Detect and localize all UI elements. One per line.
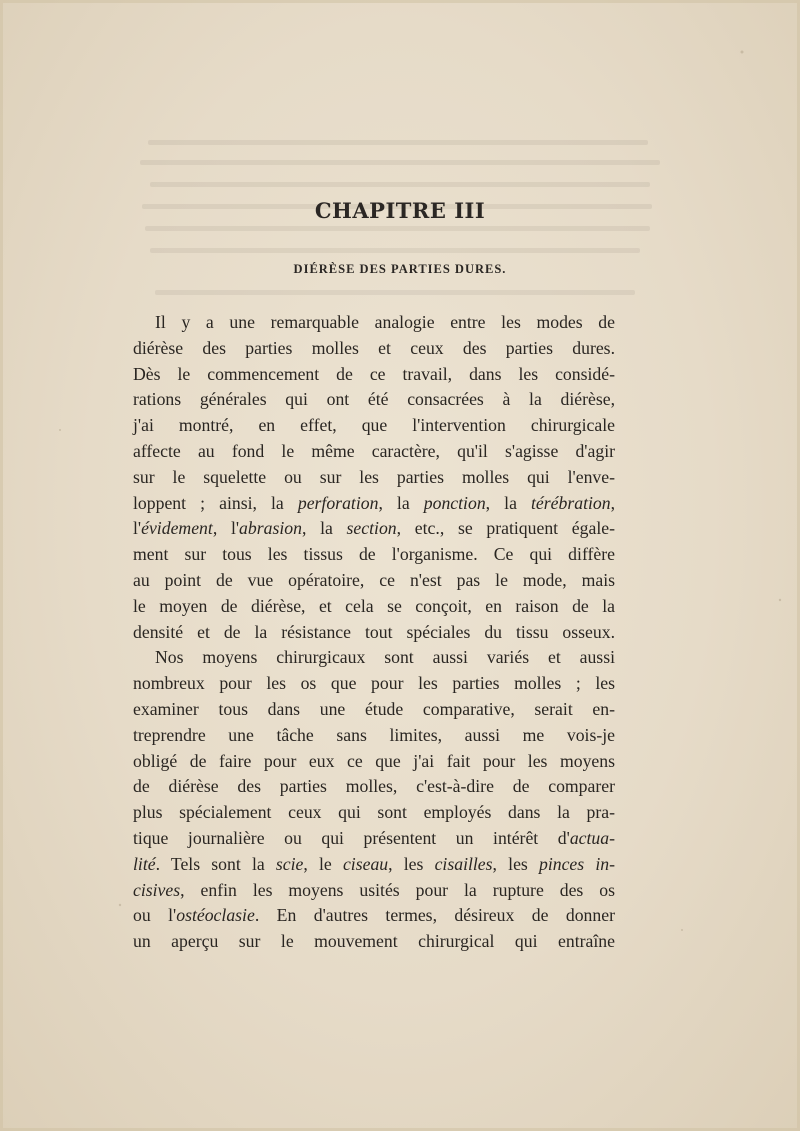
text-segment: affecte au fond le même caractère, qu'il s'agisse d'agir bbox=[133, 440, 615, 461]
text-segment: loppent ; ainsi, la bbox=[133, 492, 298, 513]
text-line bbox=[133, 594, 615, 620]
text-segment: sur le squelette ou sur les parties molles qui l'enve- bbox=[133, 466, 615, 487]
text-segment: , les bbox=[388, 853, 435, 874]
text-segment: , bbox=[610, 492, 616, 513]
italic-term: perforation bbox=[297, 492, 379, 513]
text-line bbox=[133, 749, 615, 775]
text-segment: , le bbox=[303, 853, 343, 874]
italic-term: actua- bbox=[569, 827, 615, 848]
text-line bbox=[133, 929, 615, 955]
text-segment: diérèse des parties molles et ceux des parties dures. bbox=[133, 337, 615, 358]
text-line bbox=[133, 800, 615, 826]
body-text bbox=[133, 310, 615, 955]
italic-term: abrasion bbox=[239, 518, 302, 539]
text-line bbox=[133, 723, 615, 749]
text-segment: , la bbox=[378, 492, 424, 513]
italic-term: ponction bbox=[423, 492, 486, 513]
text-line bbox=[133, 671, 615, 697]
text-segment: Dès le commencement de ce travail, dans les considé- bbox=[133, 363, 615, 384]
text-segment: . Tels sont la bbox=[155, 853, 276, 874]
italic-term: ciseau bbox=[342, 853, 389, 874]
italic-term: térébration bbox=[531, 492, 611, 513]
text-line bbox=[133, 645, 615, 671]
text-segment: densité et de la résistance tout spéciales du tissu osseux. bbox=[133, 621, 615, 642]
italic-term: cisailles bbox=[434, 853, 493, 874]
text-line bbox=[133, 542, 615, 568]
chapter-subtitle: DIÉRÈSE DES PARTIES DURES. bbox=[293, 262, 507, 276]
text-line bbox=[133, 413, 615, 439]
text-segment: . En d'autres termes, désireux de donner bbox=[254, 905, 615, 926]
text-line bbox=[133, 903, 615, 929]
text-line bbox=[133, 878, 615, 904]
text-segment: le moyen de diérèse, et cela se conçoit, en raison de la bbox=[133, 595, 615, 616]
text-line bbox=[133, 852, 615, 878]
text-line bbox=[133, 826, 615, 852]
text-segment: rations générales qui ont été consacrées à la diérèse, bbox=[133, 389, 615, 410]
italic-term: section bbox=[346, 518, 397, 539]
text-segment: ment sur tous les tissus de l'organisme. Ce qui diffère bbox=[133, 544, 615, 565]
italic-term: lité bbox=[133, 853, 156, 874]
italic-term: cisives bbox=[133, 879, 181, 900]
text-segment: , enfin les moyens usités pour la rupture des os bbox=[180, 879, 615, 900]
text-line bbox=[133, 491, 615, 517]
text-segment: au point de vue opératoire, ce n'est pas le mode, mais bbox=[133, 569, 615, 590]
text-segment: obligé de faire pour eux ce que j'ai fait pour les moyens bbox=[133, 750, 615, 771]
text-segment: , l' bbox=[212, 518, 240, 539]
text-line bbox=[133, 697, 615, 723]
text-segment: j'ai montré, en effet, que l'intervention chirurgicale bbox=[133, 415, 615, 436]
text-line bbox=[133, 774, 615, 800]
italic-term: pinces in- bbox=[538, 853, 615, 874]
text-line bbox=[133, 465, 615, 491]
text-line bbox=[133, 620, 615, 646]
text-segment: plus spécialement ceux qui sont employés dans la pra- bbox=[133, 802, 615, 823]
chapter-title: CHAPITRE III bbox=[314, 198, 486, 223]
text-line bbox=[133, 516, 615, 542]
text-segment: , la bbox=[301, 518, 347, 539]
text-segment: , etc., se pratiquent égale- bbox=[396, 518, 615, 539]
text-segment: tique journalière ou qui présentent un intérêt d' bbox=[133, 827, 570, 848]
text-segment: , la bbox=[485, 492, 531, 513]
text-segment: nombreux pour les os que pour les parties molles ; les bbox=[133, 673, 615, 694]
text-line bbox=[133, 336, 615, 362]
text-segment: examiner tous dans une étude comparative, serait en- bbox=[133, 698, 615, 719]
text-segment: Il y a une remarquable analogie entre les modes de bbox=[155, 312, 615, 332]
text-line bbox=[133, 568, 615, 594]
text-segment: de diérèse des parties molles, c'est-à-dire de comparer bbox=[133, 776, 615, 797]
text-segment: , les bbox=[492, 853, 539, 874]
italic-term: scie bbox=[275, 853, 304, 874]
text-segment: ou l' bbox=[133, 905, 177, 926]
text-segment: un aperçu sur le mouvement chirurgical qui entraîne bbox=[133, 931, 615, 952]
text-line bbox=[133, 362, 615, 388]
text-line bbox=[133, 387, 615, 413]
text-line bbox=[133, 439, 615, 465]
italic-term: ostéoclasie bbox=[176, 905, 255, 926]
text-segment: Nos moyens chirurgicaux sont aussi variés et aussi bbox=[155, 647, 615, 668]
italic-term: évidement bbox=[141, 518, 213, 539]
text-line bbox=[133, 310, 615, 336]
text-segment: treprendre une tâche sans limites, aussi me vois-je bbox=[133, 724, 615, 745]
text-segment: l' bbox=[133, 518, 142, 539]
